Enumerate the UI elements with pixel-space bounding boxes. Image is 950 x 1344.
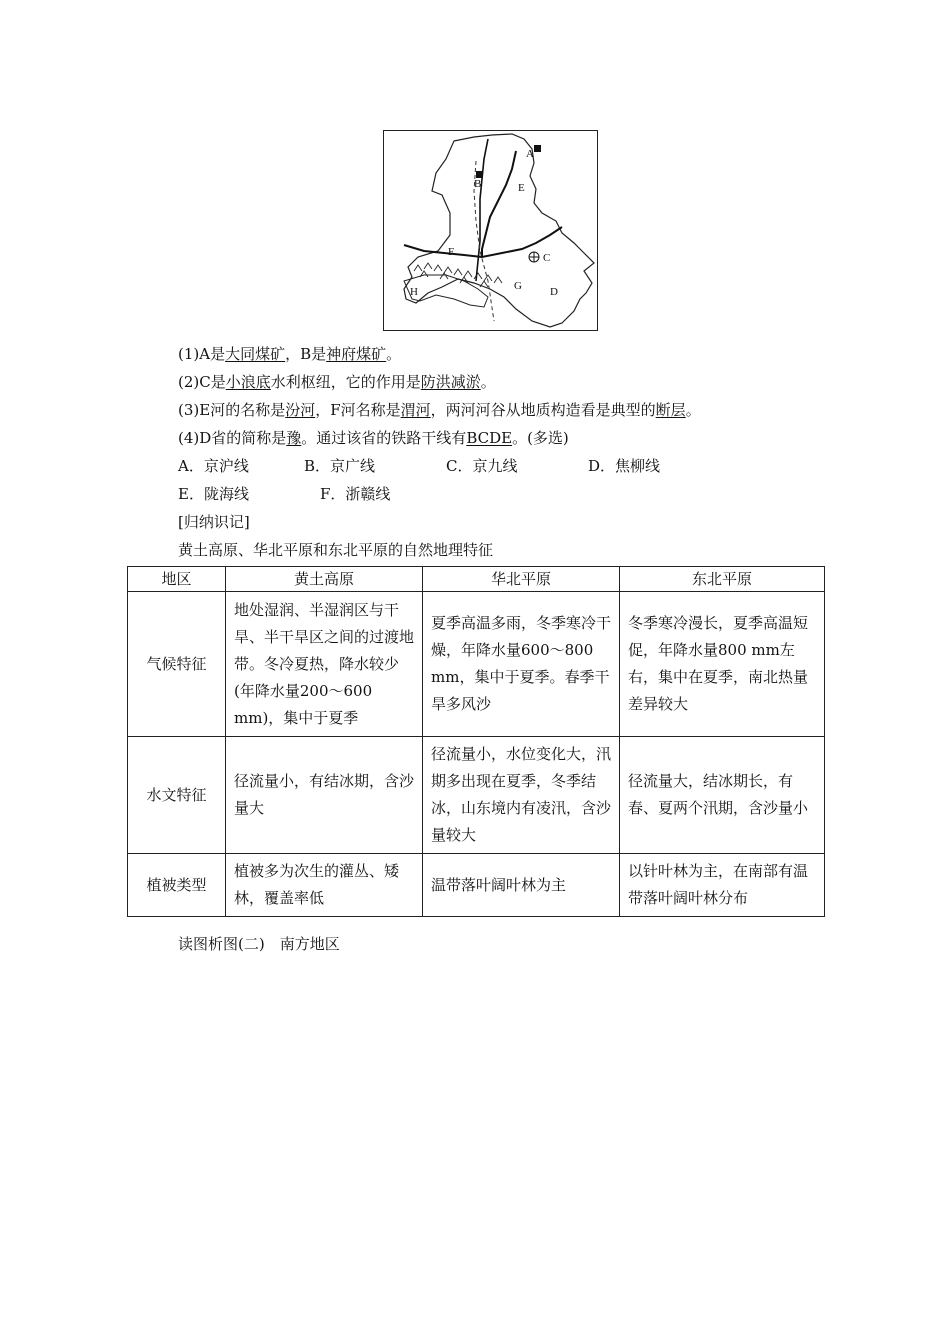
option-f: F．浙赣线 [320, 485, 391, 503]
answer-flood-control: 防洪减淤 [420, 373, 481, 391]
cell-hydrology-northeast: 径流量大，结冰期长，有春、夏两个汛期，含沙量小 [620, 737, 825, 854]
cell-climate-northeast: 冬季寒冷漫长，夏季高温短促，年降水量800 mm左右，集中在夏季，南北热量差异较大 [620, 592, 825, 737]
map-label-e: E [518, 182, 525, 194]
cell-climate-north-china: 夏季高温多雨，冬季寒冷干燥，年降水量600～800 mm，集中于夏季。春季干旱多风沙 [423, 592, 620, 737]
river-e-fen [482, 151, 516, 257]
answer-wei-river: 渭河 [400, 401, 431, 419]
question-1: (1)A是大同煤矿，B是神府煤矿。 [178, 345, 402, 363]
coal-mine-a-marker [534, 145, 541, 152]
answer-datong: 大同煤矿 [225, 345, 286, 363]
map-label-b: B [474, 178, 482, 190]
question-4: (4)D省的简称是豫。通过该省的铁路干线有BCDE。(多选) [178, 429, 569, 447]
answer-xiaolangdi: 小浪底 [225, 373, 271, 391]
row-label-climate: 气候特征 [128, 592, 226, 737]
answer-yu: 豫 [286, 429, 302, 447]
header-loess: 黄土高原 [226, 567, 423, 592]
cell-climate-loess: 地处湿润、半湿润区与干旱、半干旱区之间的过渡地带。冬冷夏热，降水较少(年降水量200～600 mm)，集中于夏季 [226, 592, 423, 737]
cell-hydrology-north-china: 径流量小，水位变化大，汛期多出现在夏季，冬季结冰，山东境内有凌汛，含沙量较大 [423, 737, 620, 854]
option-c: C．京九线 [446, 457, 518, 475]
dam-c-marker [529, 252, 539, 262]
answer-fault: 断层 [655, 401, 686, 419]
option-e: E．陇海线 [178, 485, 249, 503]
row-label-vegetation: 植被类型 [128, 854, 226, 917]
table-row [128, 737, 825, 854]
map-drawing [384, 131, 597, 330]
province-outline [404, 134, 594, 327]
question-2: (2)C是小浪底水利枢纽，它的作用是防洪减淤。 [178, 373, 496, 391]
option-a: A．京沪线 [178, 457, 249, 475]
question-3: (3)E河的名称是汾河，F河名称是渭河，两河河谷从地质构造看是典型的断层。 [178, 401, 701, 419]
summary-heading: [归纳识记] [178, 513, 250, 531]
header-region: 地区 [128, 567, 226, 592]
map-label-f: F [448, 246, 455, 258]
option-d: D．焦柳线 [588, 457, 661, 475]
table-row [128, 854, 825, 917]
cell-hydrology-loess: 径流量小，有结冰期，含沙量大 [226, 737, 423, 854]
map-label-c: C [543, 252, 551, 264]
map-figure [383, 130, 598, 331]
map-label-g: G [514, 280, 522, 292]
mountain-range-symbol [414, 263, 502, 287]
header-north-china: 华北平原 [423, 567, 620, 592]
features-table [127, 566, 825, 917]
option-b: B．京广线 [304, 457, 376, 475]
footer-heading: 读图析图(二) 南方地区 [178, 935, 340, 953]
coal-mine-b-marker [476, 171, 483, 178]
cell-vegetation-loess: 植被多为次生的灌丛、矮林，覆盖率低 [226, 854, 423, 917]
answer-bcde: BCDE [466, 429, 513, 447]
answer-shenfu: 神府煤矿 [326, 345, 387, 363]
answer-fen-river: 汾河 [285, 401, 316, 419]
map-label-h: H [410, 286, 418, 298]
map-label-a: A [526, 148, 534, 160]
table-row [128, 592, 825, 737]
cell-vegetation-north-china: 温带落叶阔叶林为主 [423, 854, 620, 917]
table-title: 黄土高原、华北平原和东北平原的自然地理特征 [178, 541, 494, 559]
header-northeast: 东北平原 [620, 567, 825, 592]
table-header-row [128, 567, 825, 592]
cell-vegetation-northeast: 以针叶林为主，在南部有温带落叶阔叶林分布 [620, 854, 825, 917]
map-label-d: D [550, 286, 558, 298]
row-label-hydrology: 水文特征 [128, 737, 226, 854]
